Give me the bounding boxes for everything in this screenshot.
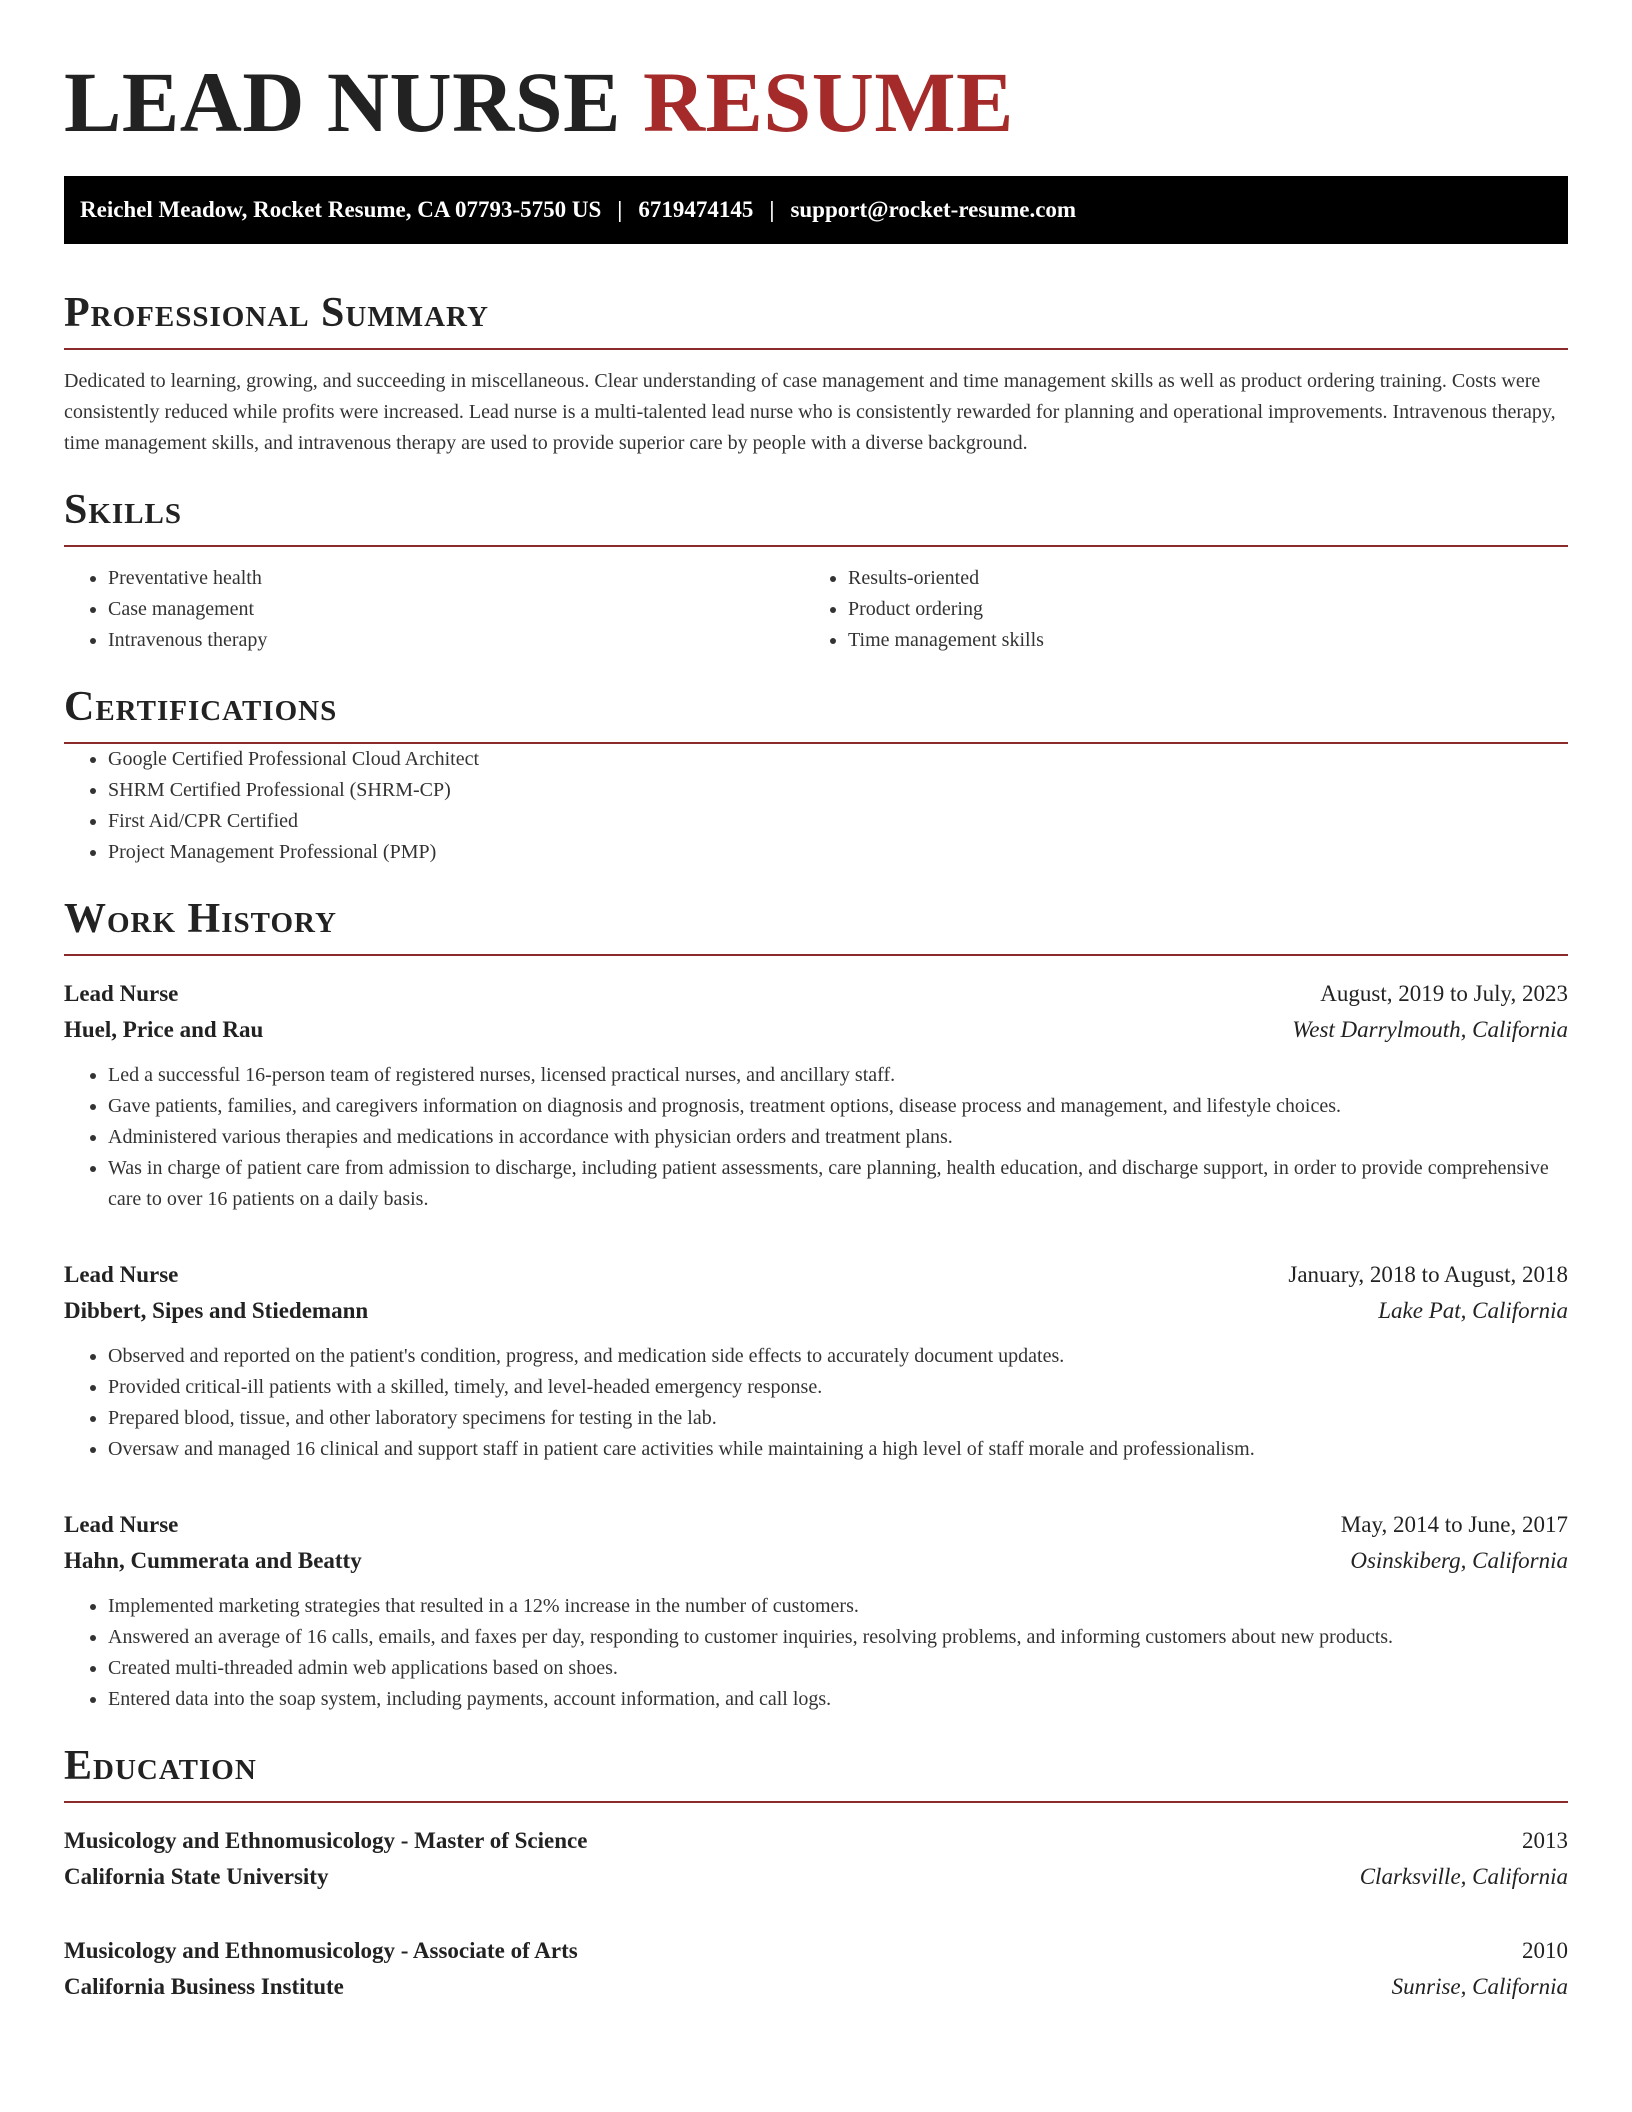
- education-degree: Musicology and Ethnomusicology - Associate of Arts: [64, 1938, 578, 1963]
- job-title: Lead Nurse: [64, 1512, 179, 1537]
- skills-heading: Skills: [64, 487, 183, 533]
- skill-item: • Intravenous therapy: [108, 625, 804, 656]
- contact-separator: |: [769, 197, 775, 222]
- job-title: Lead Nurse: [64, 981, 179, 1006]
- job-entry: [64, 976, 1568, 1215]
- contact-bar: [64, 176, 1568, 244]
- job-bullet: • Oversaw and managed 16 clinical and support staff in patient care activities while maintaining a high level of staff morale and professionalism.: [108, 1434, 1568, 1465]
- skills-column-right: [804, 563, 1544, 656]
- contact-phone: 6719474145: [638, 197, 754, 222]
- job-bullets: [64, 1341, 1568, 1465]
- certification-item: • SHRM Certified Professional (SHRM-CP): [108, 775, 1568, 806]
- contact-separator: |: [617, 197, 623, 222]
- education-school-row: [64, 1859, 1568, 1895]
- work-history-heading: Work History: [64, 896, 337, 942]
- education-entry: [64, 1823, 1568, 1895]
- job-bullet: • Provided critical-ill patients with a skilled, timely, and level-headed emergency response.: [108, 1372, 1568, 1403]
- education-school: California Business Institute: [64, 1974, 344, 1999]
- job-header-row: [64, 976, 1568, 1012]
- job-title: Lead Nurse: [64, 1262, 179, 1287]
- certification-item: • First Aid/CPR Certified: [108, 806, 1568, 837]
- contact-email: support@rocket-resume.com: [790, 197, 1077, 222]
- job-bullet: • Prepared blood, tissue, and other laboratory specimens for testing in the lab.: [108, 1403, 1568, 1434]
- section-divider: [64, 545, 1568, 547]
- certification-item: • Google Certified Professional Cloud Architect: [108, 744, 1568, 775]
- job-bullet: • Was in charge of patient care from admission to discharge, including patient assessments, care planning, health education, and discharge support, in order to provide comprehensive care to over 16 patients on a daily basis.: [108, 1153, 1568, 1215]
- job-entry: [64, 1257, 1568, 1465]
- job-entry: [64, 1507, 1568, 1715]
- job-bullets: [64, 1591, 1568, 1715]
- skills-list-left: [64, 563, 804, 656]
- skills-grid: [64, 563, 1568, 656]
- education-degree: Musicology and Ethnomusicology - Master of Science: [64, 1828, 588, 1853]
- job-dates: January, 2018 to August, 2018: [1288, 1262, 1568, 1287]
- skill-item: • Results-oriented: [848, 563, 1544, 594]
- section-divider: [64, 348, 1568, 350]
- skills-list-right: [804, 563, 1544, 656]
- job-bullet: • Gave patients, families, and caregivers information on diagnosis and prognosis, treatment options, disease process and management, and lifestyle choices.: [108, 1091, 1568, 1122]
- job-bullet: • Implemented marketing strategies that resulted in a 12% increase in the number of customers.: [108, 1591, 1568, 1622]
- job-company-row: [64, 1293, 1568, 1329]
- education-degree-row: [64, 1823, 1568, 1859]
- skill-item: • Time management skills: [848, 625, 1544, 656]
- job-location: Lake Pat, California: [1378, 1298, 1568, 1323]
- certifications-section: [64, 682, 1568, 868]
- summary-heading: Professional Summary: [64, 290, 489, 336]
- job-location: Osinskiberg, California: [1350, 1548, 1568, 1573]
- contact-address: Reichel Meadow, Rocket Resume, CA 07793-5750 US: [80, 197, 602, 222]
- job-bullet: • Led a successful 16-person team of registered nurses, licensed practical nurses, and ancillary staff.: [108, 1060, 1568, 1091]
- education-heading: Education: [64, 1743, 257, 1789]
- education-school: California State University: [64, 1864, 329, 1889]
- title-accent: RESUME: [642, 54, 1014, 150]
- education-year: 2013: [1522, 1828, 1568, 1853]
- skill-item: • Preventative health: [108, 563, 804, 594]
- summary-section: [64, 288, 1568, 459]
- job-company-row: [64, 1012, 1568, 1048]
- job-dates: August, 2019 to July, 2023: [1320, 981, 1568, 1006]
- job-location: West Darrylmouth, California: [1292, 1017, 1568, 1042]
- title-main: LEAD NURSE: [64, 54, 621, 150]
- skills-column-left: [64, 563, 804, 656]
- job-company: Dibbert, Sipes and Stiedemann: [64, 1298, 369, 1323]
- skill-item: • Case management: [108, 594, 804, 625]
- job-header-row: [64, 1257, 1568, 1293]
- job-bullet: • Entered data into the soap system, including payments, account information, and call logs.: [108, 1684, 1568, 1715]
- work-history-section: [64, 894, 1568, 1715]
- education-degree-row: [64, 1933, 1568, 1969]
- certifications-heading: Certifications: [64, 684, 338, 730]
- education-school-row: [64, 1969, 1568, 2005]
- summary-text: Dedicated to learning, growing, and succeeding in miscellaneous. Clear understanding of case management and time management skills as well as product ordering training. Costs were consistently reduced while profits were increased. Lead nurse is a multi-talented lead nurse who is consistently rewarded for planning and operational improvements. Intravenous therapy, time management skills, and intravenous therapy are used to provide superior care by people with a diverse background.: [64, 370, 1556, 454]
- skills-section: [64, 485, 1568, 656]
- job-company: Hahn, Cummerata and Beatty: [64, 1548, 362, 1573]
- section-divider: [64, 1801, 1568, 1803]
- resume-title: [64, 52, 1568, 152]
- education-year: 2010: [1522, 1938, 1568, 1963]
- job-dates: May, 2014 to June, 2017: [1340, 1512, 1568, 1537]
- job-bullet: • Answered an average of 16 calls, emails, and faxes per day, responding to customer inquiries, resolving problems, and informing customers about new products.: [108, 1622, 1568, 1653]
- skill-item: • Product ordering: [848, 594, 1544, 625]
- job-company: Huel, Price and Rau: [64, 1017, 264, 1042]
- job-company-row: [64, 1543, 1568, 1579]
- job-bullet: • Observed and reported on the patient's condition, progress, and medication side effects to accurately document updates.: [108, 1341, 1568, 1372]
- job-bullet: • Created multi-threaded admin web applications based on shoes.: [108, 1653, 1568, 1684]
- job-bullet: • Administered various therapies and medications in accordance with physician orders and treatment plans.: [108, 1122, 1568, 1153]
- certification-item: • Project Management Professional (PMP): [108, 837, 1568, 868]
- section-divider: [64, 954, 1568, 956]
- job-bullets: [64, 1060, 1568, 1215]
- education-location: Clarksville, California: [1359, 1864, 1568, 1889]
- education-section: [64, 1741, 1568, 2005]
- education-entry: [64, 1933, 1568, 2005]
- certifications-list: [64, 744, 1568, 868]
- job-header-row: [64, 1507, 1568, 1543]
- education-location: Sunrise, California: [1391, 1974, 1568, 1999]
